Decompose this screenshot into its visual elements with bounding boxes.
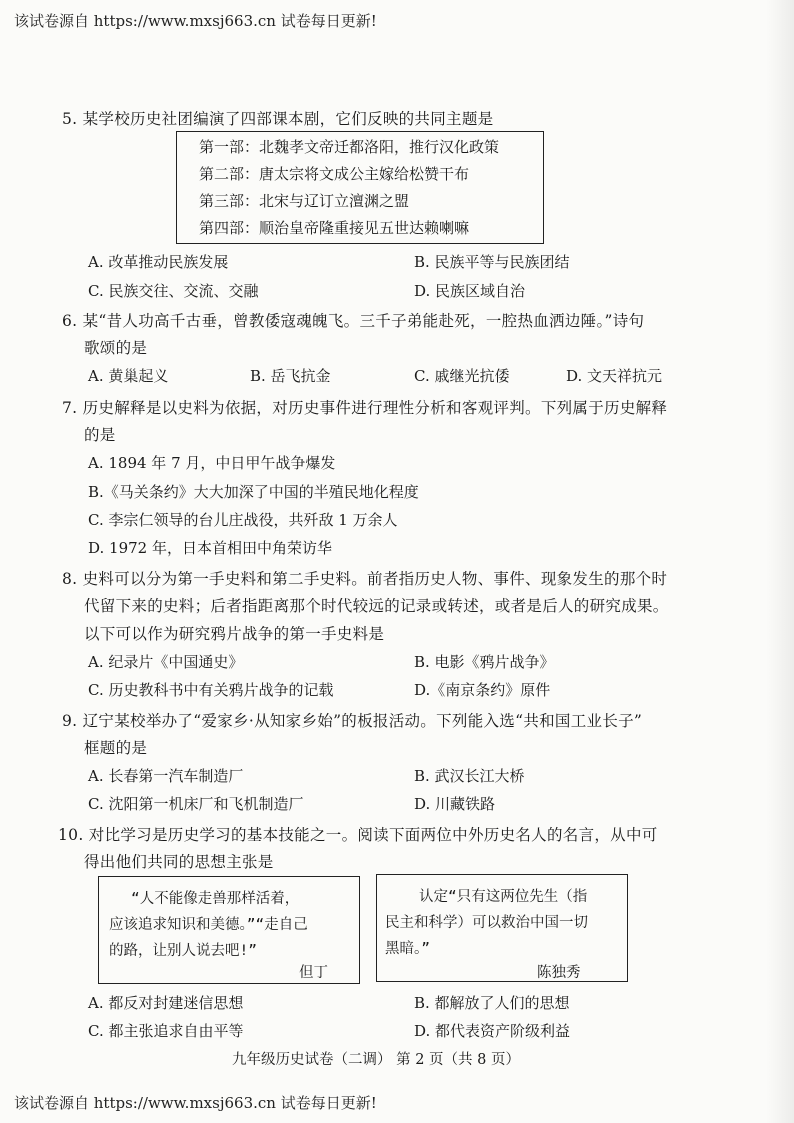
q10-option-a[interactable]: A. 都反对封建迷信思想 bbox=[88, 994, 244, 1012]
q6-option-c[interactable]: C. 戚继光抗倭 bbox=[414, 367, 510, 385]
q6-stem: 6. 某“昔人功高千古垂，曾教倭寇魂魄飞。三千子弟能赴死，一腔热血洒边陲。”诗句 bbox=[62, 312, 645, 330]
q10-option-c[interactable]: C. 都主张追求自由平等 bbox=[88, 1022, 244, 1040]
q9-option-c[interactable]: C. 沈阳第一机床厂和飞机制造厂 bbox=[88, 795, 304, 813]
q5-box-line: 第三部：北宋与辽订立澶渊之盟 bbox=[199, 192, 410, 210]
q9-stem: 9. 辽宁某校举办了“爱家乡·从知家乡始”的板报活动。下列能入选“共和国工业长子” bbox=[62, 712, 643, 730]
q8-option-c[interactable]: C. 历史教科书中有关鸦片战争的记载 bbox=[88, 681, 334, 699]
q5-box bbox=[176, 131, 544, 244]
q5-stem: 5. 某学校历史社团编演了四部课本剧，它们反映的共同主题是 bbox=[62, 110, 494, 128]
q7-stem: 7. 历史解释是以史料为依据，对历史事件进行理性分析和客观评判。下列属于历史解释 bbox=[62, 399, 668, 417]
quote-line: 黑暗。” bbox=[385, 941, 430, 957]
q5-box-line: 第二部：唐太宗将文成公主嫁给松赞干布 bbox=[199, 165, 470, 183]
q9-option-a[interactable]: A. 长春第一汽车制造厂 bbox=[88, 767, 244, 785]
watermark-top: 该试卷源自 https://www.mxsj663.cn 试卷每日更新! bbox=[14, 12, 377, 30]
quote-line: 民主和科学）可以救治中国一切 bbox=[385, 915, 588, 931]
q10-option-d[interactable]: D. 都代表资产阶级利益 bbox=[414, 1022, 571, 1040]
q6-option-a[interactable]: A. 黄巢起义 bbox=[88, 367, 169, 385]
q7-option-a[interactable]: A. 1894 年 7 月，中日甲午战争爆发 bbox=[88, 454, 336, 472]
watermark-bottom: 该试卷源自 https://www.mxsj663.cn 试卷每日更新! bbox=[14, 1094, 377, 1112]
q8-option-a[interactable]: A. 纪录片《中国通史》 bbox=[88, 653, 244, 671]
quote-box-dante bbox=[98, 876, 360, 984]
q5-option-c[interactable]: C. 民族交往、交流、交融 bbox=[88, 282, 259, 300]
q9-option-d[interactable]: D. 川藏铁路 bbox=[414, 795, 496, 813]
quote-line: 认定“只有这两位先生（指 bbox=[419, 889, 588, 905]
q8-stem-cont: 代留下来的史料；后者指距离那个时代较远的记录或转述，或者是后人的研究成果。 bbox=[84, 597, 669, 615]
q10-stem: 10. 对比学习是历史学习的基本技能之一。阅读下面两位中外历史名人的名言，从中可 bbox=[58, 826, 658, 844]
q7-stem-cont: 的是 bbox=[84, 426, 116, 444]
page-edge-shadow bbox=[766, 0, 794, 1123]
quote-author: 陈独秀 bbox=[537, 965, 581, 981]
q9-option-b[interactable]: B. 武汉长江大桥 bbox=[414, 767, 525, 785]
q8-stem: 8. 史料可以分为第一手史料和第二手史料。前者指历史人物、事件、现象发生的那个时 bbox=[62, 570, 668, 588]
q5-box-line: 第一部：北魏孝文帝迁都洛阳，推行汉化政策 bbox=[199, 138, 500, 156]
q6-stem-cont: 歌颂的是 bbox=[84, 339, 148, 357]
q7-option-b[interactable]: B.《马关条约》大大加深了中国的半殖民地化程度 bbox=[88, 483, 419, 501]
quote-box-chen-duxiu bbox=[376, 874, 628, 982]
q5-box-line: 第四部：顺治皇帝隆重接见五世达赖喇嘛 bbox=[199, 219, 470, 237]
q5-option-b[interactable]: B. 民族平等与民族团结 bbox=[414, 253, 570, 271]
q8-stem-cont-2: 以下可以作为研究鸦片战争的第一手史料是 bbox=[84, 625, 385, 643]
q6-option-d[interactable]: D. 文天祥抗元 bbox=[566, 367, 663, 385]
quote-line: 应该追求知识和美德。”“走自己 bbox=[109, 917, 308, 933]
q5-option-d[interactable]: D. 民族区域自治 bbox=[414, 282, 526, 300]
q5-option-a[interactable]: A. 改革推动民族发展 bbox=[88, 253, 229, 271]
quote-line: 的路，让别人说去吧!” bbox=[109, 943, 257, 959]
quote-line: “人不能像走兽那样活着， bbox=[131, 891, 300, 907]
q6-option-b[interactable]: B. 岳飞抗金 bbox=[250, 367, 331, 385]
q9-stem-cont: 框题的是 bbox=[84, 739, 148, 757]
q7-option-d[interactable]: D. 1972 年，日本首相田中角荣访华 bbox=[88, 539, 332, 557]
q10-option-b[interactable]: B. 都解放了人们的思想 bbox=[414, 994, 570, 1012]
page-footer: 九年级历史试卷（二调） 第 2 页（共 8 页） bbox=[232, 1052, 520, 1068]
q8-option-b[interactable]: B. 电影《鸦片战争》 bbox=[414, 653, 555, 671]
quote-author: 但丁 bbox=[299, 965, 328, 981]
q8-option-d[interactable]: D.《南京条约》原件 bbox=[414, 681, 551, 699]
q10-stem-cont: 得出他们共同的思想主张是 bbox=[84, 853, 274, 871]
q7-option-c[interactable]: C. 李宗仁领导的台儿庄战役，共歼敌 1 万余人 bbox=[88, 511, 398, 529]
